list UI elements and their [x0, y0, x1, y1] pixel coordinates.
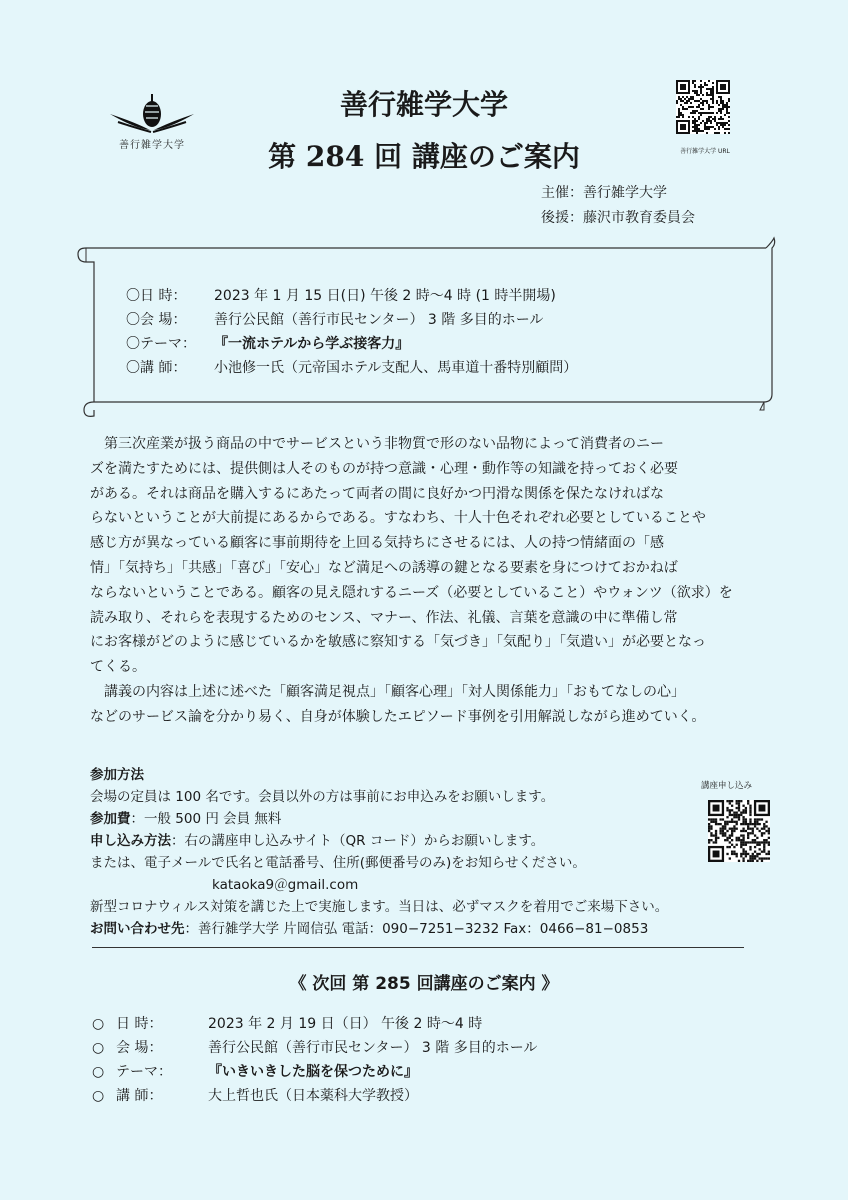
body-line: 情」「気持ち」「共感」「喜び」「安心」など満足への誘導の鍵となる要素を身につけておかねば — [90, 559, 678, 576]
next-theme — [92, 1061, 418, 1081]
sponsor: 後援：藤沢市教育委員会 — [541, 210, 695, 226]
next-value: 『いきいきした脳を保つために』 — [208, 1064, 418, 1080]
qr-caption: 善行雑学大学 URL — [680, 148, 730, 155]
body-line: 第三次産業が扱う商品の中でサービスという非物質で形のない品物によって消費者のニー — [90, 436, 664, 452]
body-line: らないということが大前提にあるからである。すなわち、十人十色それぞれ必要としていることや — [90, 510, 706, 527]
email-link[interactable]: kataoka9＠gmail.com — [212, 877, 359, 893]
body-line: にお客様がどのように感じているかを敏感に察知する「気づき」「気配り」「気遣い」が必要となっ — [90, 634, 706, 651]
circle-icon: ○ — [92, 1088, 105, 1104]
body-line: 読み取り、それらを表現するためのセンス、マナー、作法、礼儀、言葉を意識の中に準備し常 — [90, 609, 678, 626]
body-line: 講義の内容は上述に述べた「顧客満足視点」「顧客心理」「対人関係能力」「おもてなしの心」 — [90, 683, 685, 700]
participation-heading: 参加方法 — [90, 767, 144, 783]
next-label: 日 時： — [116, 1016, 163, 1032]
detail-label: 〇会 場： — [126, 312, 187, 328]
divider — [92, 947, 744, 948]
detail-value: 小池修一氏（元帝国ホテル支配人、馬車道十番特別顧問） — [214, 360, 578, 376]
detail-label: 〇テーマ： — [126, 336, 196, 352]
next-label: テーマ： — [116, 1064, 172, 1080]
contact-value: ：善行雑学大学 片岡信弘 電話：090−7251−3232 Fax：0466−81−0853 — [184, 921, 649, 937]
next-lecture-title: 《 次回 第 285 回講座のご案内 》 — [289, 974, 559, 994]
body-line: 感じ方が異なっている顧客に事前期待を上回る気持ちにさせるには、人の持つ情緒面の「感 — [90, 535, 664, 552]
detail-label: 〇講 師： — [126, 360, 187, 376]
next-lecturer — [92, 1085, 418, 1105]
detail-theme — [126, 333, 409, 353]
capacity-text: 会場の定員は 100 名です。会員以外の方は事前にお申込みをお願いします。 — [90, 789, 555, 805]
qr-apply-icon[interactable] — [708, 800, 770, 862]
detail-value: 2023 年 1 月 15 日(日) 午後 2 時～4 時 (1 時半開場) — [214, 288, 556, 304]
next-date — [92, 1013, 482, 1033]
fee-row — [90, 807, 281, 827]
body-line: などのサービス論を分かり易く、自身が体験したエピソード事例を引用解説しながら進めていく。 — [90, 708, 706, 725]
next-value: 2023 年 2 月 19 日（日） 午後 2 時～4 時 — [208, 1016, 483, 1032]
detail-value: 善行公民館（善行市民センター） 3 階 多目的ホール — [214, 312, 544, 328]
logo-text: 善行雑学大学 — [119, 140, 185, 151]
organizer: 主催：善行雑学大学 — [541, 185, 667, 201]
body-line: ズを満たすためには、提供側は人そのものが持つ意識・心理・動作等の知識を持っておく必要 — [90, 460, 678, 477]
detail-date — [126, 285, 556, 305]
qr-code-icon[interactable] — [676, 80, 730, 134]
contact-row — [90, 917, 648, 937]
next-value: 大上哲也氏（日本薬科大学教授） — [208, 1088, 418, 1104]
covid-notice: 新型コロナウィルス対策を講じた上で実施します。当日は、必ずマスクを着用でご来場下さい。 — [90, 899, 669, 915]
circle-icon: ○ — [92, 1040, 105, 1056]
email-note: または、電子メールで氏名と電話番号、住所(郵便番号のみ)をお知らせください。 — [90, 855, 586, 871]
next-label: 講 師： — [116, 1088, 163, 1104]
apply-label: 申し込み方法 — [90, 833, 171, 849]
next-label: 会 場： — [116, 1040, 163, 1056]
qr-apply-caption: 講座申し込み — [701, 781, 753, 791]
apply-row — [90, 829, 544, 849]
body-text — [90, 432, 770, 730]
body-line: てくる。 — [90, 659, 146, 676]
circle-icon: ○ — [92, 1016, 105, 1032]
next-venue — [92, 1037, 537, 1057]
body-line: がある。それは商品を購入するにあたって両者の間に良好かつ円滑な関係を保たなければな — [90, 485, 664, 502]
contact-label: お問い合わせ先 — [90, 921, 185, 937]
detail-label: 〇日 時： — [126, 288, 187, 304]
body-line: ならないということである。顧客の見え隠れするニーズ（必要としていること）やウォンツ（欲求）を — [90, 584, 733, 601]
fee-value: ：一般 500 円 会員 無料 — [130, 811, 282, 827]
detail-lecturer — [126, 357, 577, 377]
page-subtitle: 第 284 回 講座のご案内 — [268, 140, 580, 173]
detail-venue — [126, 309, 543, 329]
apply-value: ：右の講座申し込みサイト（QR コード）からお願いします。 — [171, 833, 545, 849]
detail-value: 『一流ホテルから学ぶ接客力』 — [214, 336, 410, 352]
fee-label: 参加費 — [90, 811, 131, 827]
circle-icon: ○ — [92, 1064, 105, 1080]
next-value: 善行公民館（善行市民センター） 3 階 多目的ホール — [208, 1040, 538, 1056]
page-title: 善行雑学大学 — [339, 88, 508, 121]
